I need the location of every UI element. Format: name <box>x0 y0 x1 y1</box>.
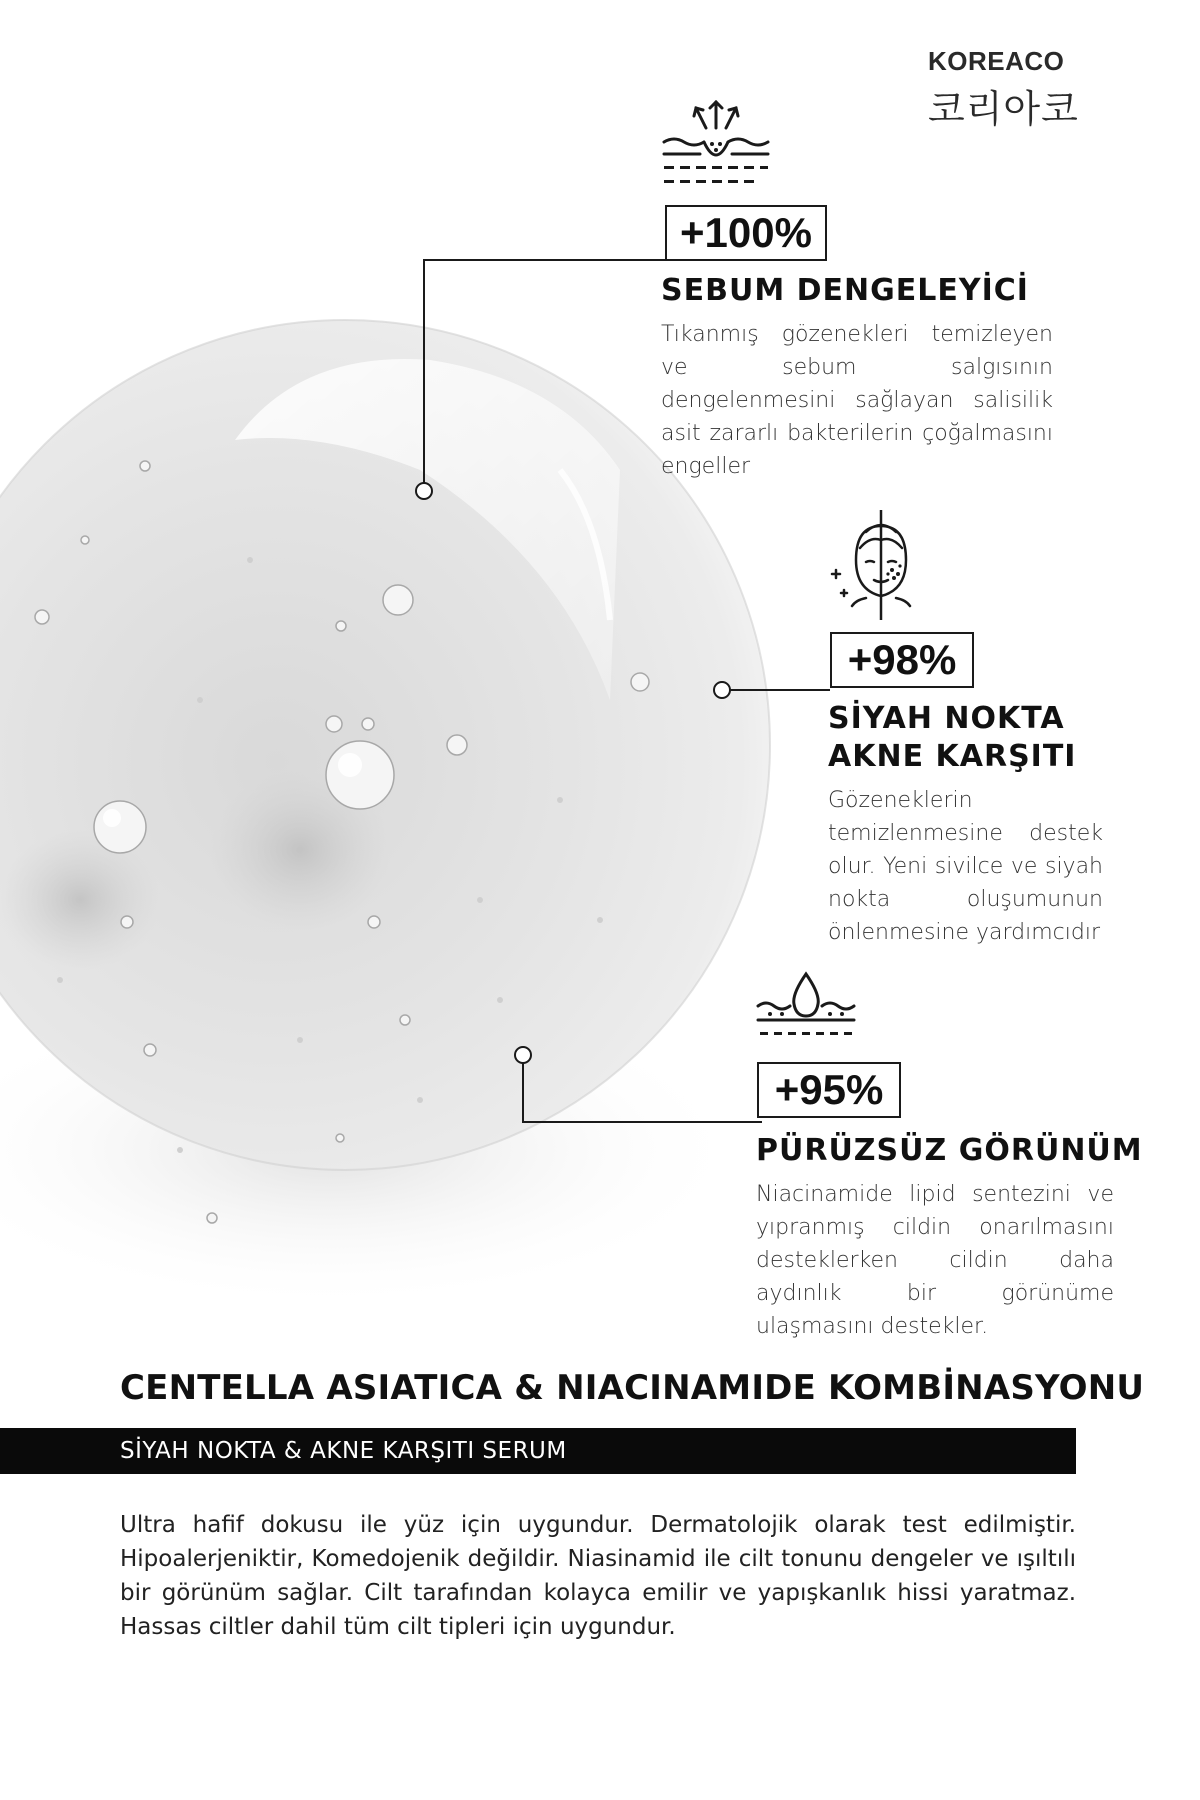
feature-heading-line2: AKNE KARŞITI <box>828 738 1077 774</box>
percent-value: +95% <box>774 1066 884 1113</box>
feature-heading-acne <box>828 700 1076 775</box>
feature-heading-sebum: SEBUM DENGELEYİCİ <box>661 273 1029 308</box>
product-label: SİYAH NOKTA & AKNE KARŞITI SERUM <box>120 1438 567 1464</box>
face-acne-icon <box>826 510 936 620</box>
percent-badge-smooth <box>757 1062 901 1118</box>
feature-text-sebum: Tıkanmış gözenekleri temizleyen ve sebum salgısının dengelenmesini sağlayan salisilik asit zararlı bakterilerin çoğalmasını engeller <box>661 322 1053 479</box>
sebum-pore-icon <box>660 98 776 186</box>
percent-value: +98% <box>847 636 957 683</box>
combination-title: CENTELLA ASIATICA & NIACINAMIDE KOMBİNASYONU <box>120 1368 1145 1408</box>
product-description: Ultra hafif dokusu ile yüz için uygundur. Dermatolojik olarak test edilmiştir. Hipoalerjeniktir, Komedojenik değildir. Niasinamid ile cilt tonunu dengeler ve ışıltılı bir görünüm sağlar. Cilt tarafından kolayca emilir ve yapışkanlık hissi yaratmaz. Hassas ciltler dahil tüm cilt tipleri için uygundur. <box>120 1512 1076 1640</box>
feature-heading-smooth: PÜRÜZSÜZ GÖRÜNÜM <box>756 1133 1143 1168</box>
feature-heading-line1: SİYAH NOKTA <box>828 701 1065 736</box>
brand-logo-latin: KOREACO <box>928 46 1065 76</box>
feature-text-acne: Gözeneklerin temizlenmesine destek olur. Yeni sivilce ve siyah nokta oluşumunun önlenmesine yardımcıdır <box>828 788 1103 945</box>
percent-value: +100% <box>680 209 812 256</box>
percent-badge-acne <box>830 632 974 688</box>
skin-drop-icon <box>756 970 856 1046</box>
brand-logo-korean: 코리아코 <box>928 87 1079 131</box>
percent-badge-sebum <box>665 205 827 261</box>
feature-text-smooth: Niacinamide lipid sentezini ve yıpranmış cildin onarılmasını desteklerken cildin daha aydınlık bir görünüme ulaşmasını destekler. <box>756 1182 1114 1339</box>
